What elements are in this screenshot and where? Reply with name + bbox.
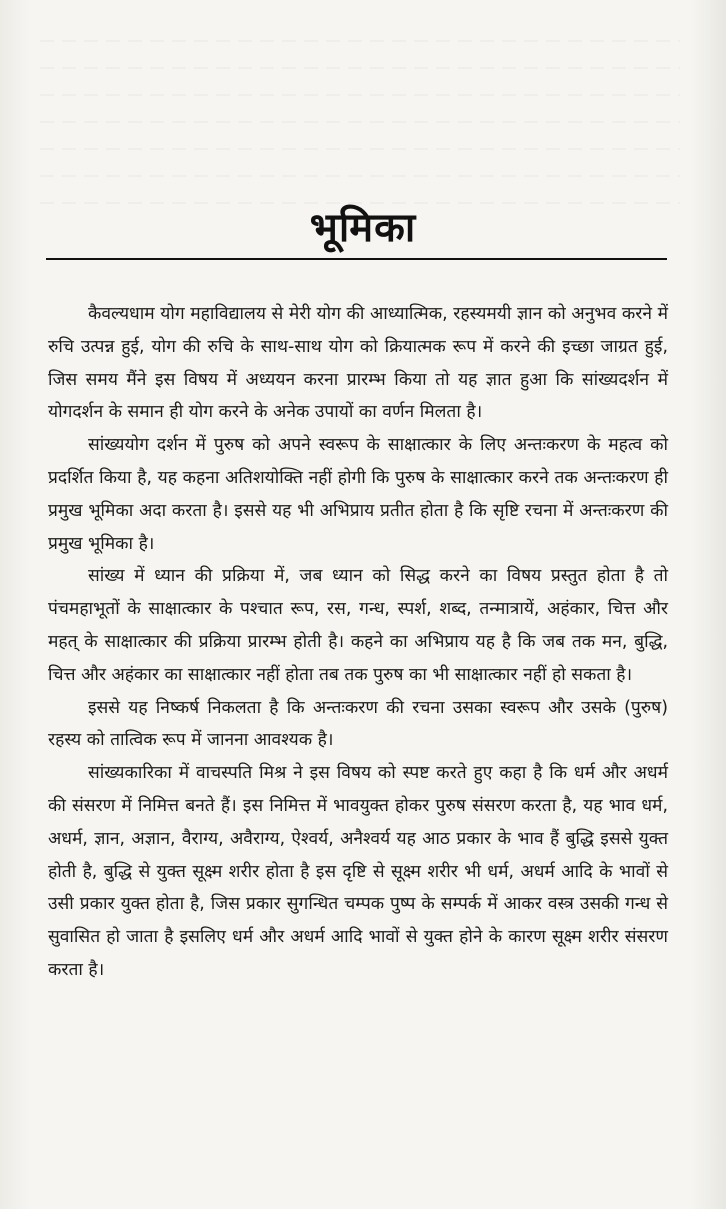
show-through-line bbox=[40, 148, 680, 150]
show-through-line bbox=[40, 175, 680, 177]
show-through-line bbox=[40, 94, 680, 96]
show-through-line bbox=[40, 121, 680, 123]
paragraph: इससे यह निष्कर्ष निकलता है कि अन्तःकरण की रचना उसका स्वरूप और उसके (पुरुष) रहस्य को तात्विक रूप में जानना आवश्यक है। bbox=[48, 697, 668, 751]
show-through-line bbox=[40, 67, 680, 69]
page-title: भूमिका bbox=[309, 205, 417, 251]
title-underline bbox=[46, 258, 667, 260]
paragraph: सांख्ययोग दर्शन में पुरुष को अपने स्वरूप के साक्षात्कार के लिए अन्तःकरण के महत्व को प्रदर्शित किया है, यह कहना अतिशयोक्ति नहीं होगी कि पुरुष के साक्षात्कार करने तक अन्तःकरण ही प्रमुख भूमिका अदा करता है। इससे यह भी अभिप्राय प्रतीत होता है कि सृष्टि रचना में अन्तःकरण की प्रमुख भूमिका है। bbox=[48, 435, 668, 554]
body-text bbox=[48, 298, 668, 987]
show-through-line bbox=[40, 40, 680, 42]
paragraph: कैवल्यधाम योग महाविद्यालय से मेरी योग की आध्यात्मिक, रहस्यमयी ज्ञान को अनुभव करने में रुचि उत्पन्न हुई, योग की रुचि के साथ-साथ योग को क्रियात्मक रूप में करने की इच्छा जाग्रत हुई, जिस समय मैंने इस विषय में अध्ययन करना प्रारम्भ किया तो यह ज्ञात हुआ कि सांख्यदर्शन में योगदर्शन के समान ही योग करने के अनेक उपायों का वर्णन मिलता है। bbox=[48, 304, 668, 423]
paragraph: सांख्य में ध्यान की प्रक्रिया में, जब ध्यान को सिद्ध करने का विषय प्रस्तुत होता है तो पंचमहाभूतों के साक्षात्कार के पश्चात रूप, रस, गन्ध, स्पर्श, शब्द, तन्मात्रायें, अहंकार, चित्त और महत् के साक्षात्कार की प्रक्रिया प्रारम्भ होती है। कहने का अभिप्राय यह है कि जब तक मन, बुद्धि, चित्त और अहंकार का साक्षात्कार नहीं होता तब तक पुरुष का भी साक्षात्कार नहीं हो सकता है। bbox=[48, 566, 668, 685]
paragraph: सांख्यकारिका में वाचस्पति मिश्र ने इस विषय को स्पष्ट करते हुए कहा है कि धर्म और अधर्म की संसरण में निमित्त बनते हैं। इस निमित्त में भावयुक्त होकर पुरुष संसरण करता है, यह भाव धर्म, अधर्म, ज्ञान, अज्ञान, वैराग्य, अवैराग्य, ऐश्वर्य, अनैश्वर्य यह आठ प्रकार के भाव हैं बुद्धि इससे युक्त होती है, बुद्धि से युक्त सूक्ष्म शरीर होता है इस दृष्टि से सूक्ष्म शरीर भी धर्म, अधर्म आदि के भावों से उसी प्रकार युक्त होता है, जिस प्रकार सुगन्धित चम्पक पुष्प के सम्पर्क में आकर वस्त्र उसकी गन्ध से सुवासित हो जाता है इसलिए धर्म और अधर्म आदि भावों से युक्त होने के कारण सूक्ष्म शरीर संसरण करता है। bbox=[48, 763, 668, 980]
